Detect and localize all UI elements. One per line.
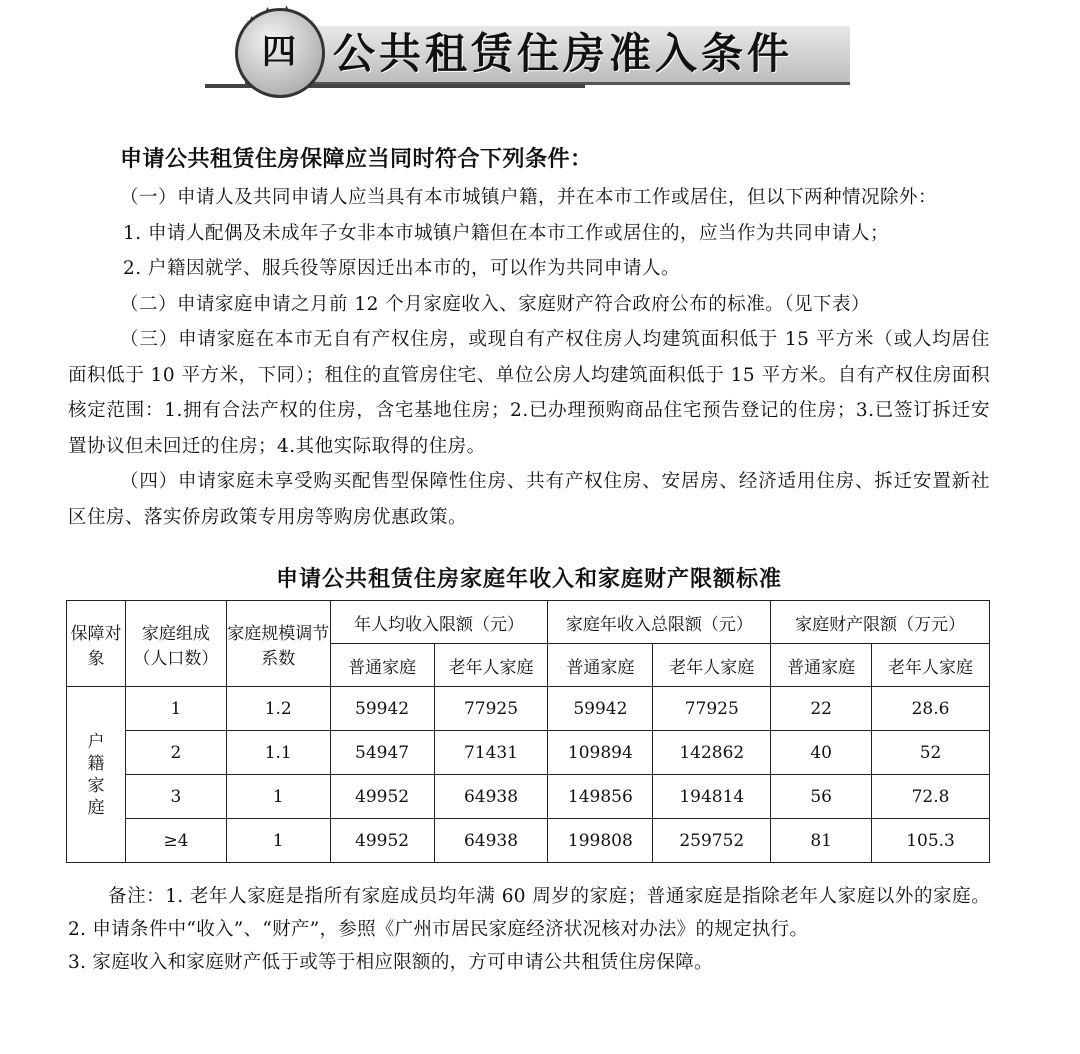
target-household-registration: 户籍家庭 [67, 687, 126, 863]
table-cell: 59942 [548, 687, 653, 731]
table-cell: 105.3 [872, 819, 990, 863]
table-row [67, 775, 990, 819]
header-normal-family: 普通家庭 [330, 644, 434, 687]
table-cell: 3 [125, 775, 226, 819]
header-normal-family: 普通家庭 [548, 644, 653, 687]
header-per-capita-income: 年人均收入限额（元） [330, 601, 548, 644]
section-title: 公共租赁住房准入条件 [333, 29, 794, 78]
table-cell: 1 [226, 819, 330, 863]
table-cell: 77925 [434, 687, 548, 731]
note-paragraph-2: 3. 家庭收入和家庭财产低于或等于相应限额的，方可申请公共租赁住房保障。 [68, 952, 713, 973]
table-cell: 109894 [548, 731, 653, 775]
table-row [67, 687, 990, 731]
table-cell: 72.8 [872, 775, 990, 819]
table-cell: 56 [771, 775, 872, 819]
table-cell: 142862 [653, 731, 771, 775]
condition-4: （四）申请家庭未享受购买配售型保障性住房、共有产权住房、安居房、经济适用住房、拆迁安置新社区住房、落实侨房政策专用房等购房优惠政策。 [68, 471, 990, 528]
header-target: 保障对象 [67, 601, 126, 687]
table-cell: 71431 [434, 731, 548, 775]
table-cell: 52 [872, 731, 990, 775]
table-cell: 1.1 [226, 731, 330, 775]
header-total-income: 家庭年收入总限额（元） [548, 601, 771, 644]
limits-table [66, 600, 990, 863]
table-cell: 49952 [330, 819, 434, 863]
conditions-lead: 申请公共租赁住房保障应当同时符合下列条件： [120, 147, 593, 172]
table-cell: ≥4 [125, 819, 226, 863]
header-elderly-family: 老年人家庭 [653, 644, 771, 687]
table-cell: 64938 [434, 819, 548, 863]
table-cell: 54947 [330, 731, 434, 775]
condition-3: （三）申请家庭在本市无自有产权住房，或现自有产权住房人均建筑面积低于 15 平方米（或人均居住面积低于 10 平方米，下同）；租住的直管房住宅、单位公房人均建筑面积低于 15 平方米。自有产权住房面积核定范围：1.拥有合法产权的住房，含宅基地住房；2.已办理预购商品住宅预告登记的住房；3.已签订拆迁安置协议但未回迁的住房；4.其他实际取得的住房。 [68, 329, 990, 457]
note-paragraph-1: 备注：1. 老年人家庭是指所有家庭成员均年满 60 周岁的家庭；普通家庭是指除老年人家庭以外的家庭。2. 申请条件中“收入”、“财产”，参照《广州市居民家庭经济状况核对办法》的规定执行。 [68, 886, 990, 940]
table-cell: 1.2 [226, 687, 330, 731]
condition-2: （二）申请家庭申请之月前 12 个月家庭收入、家庭财产符合政府公布的标准。（见下表） [120, 293, 871, 315]
header-elderly-family: 老年人家庭 [872, 644, 990, 687]
section-banner [205, 4, 855, 100]
header-assets: 家庭财产限额（万元） [771, 601, 990, 644]
condition-1-item-1: 1. 申请人配偶及未成年子女非本市城镇户籍但在本市工作或居住的，应当作为共同申请人； [123, 222, 890, 244]
table-cell: 194814 [653, 775, 771, 819]
table-cell: 81 [771, 819, 872, 863]
table-cell: 199808 [548, 819, 653, 863]
condition-1-item-2: 2. 户籍因就学、服兵役等原因迁出本市的，可以作为共同申请人。 [123, 258, 681, 279]
section-number: 四 [262, 32, 296, 72]
table-cell: 149856 [548, 775, 653, 819]
condition-1: （一）申请人及共同申请人应当具有本市城镇户籍，并在本市工作或居住，但以下两种情况除外： [120, 187, 938, 208]
table-cell: 1 [226, 775, 330, 819]
table-row [67, 819, 990, 863]
table-cell: 28.6 [872, 687, 990, 731]
table-row [67, 731, 990, 775]
table-cell: 49952 [330, 775, 434, 819]
notes [68, 880, 990, 979]
table-cell: 40 [771, 731, 872, 775]
table-cell: 64938 [434, 775, 548, 819]
conditions-text [68, 140, 990, 535]
header-coefficient: 家庭规模调节系数 [226, 601, 330, 687]
header-normal-family: 普通家庭 [771, 644, 872, 687]
table-cell: 59942 [330, 687, 434, 731]
table-cell: 2 [125, 731, 226, 775]
table-cell: 259752 [653, 819, 771, 863]
table-cell: 77925 [653, 687, 771, 731]
header-elderly-family: 老年人家庭 [434, 644, 548, 687]
table-title: 申请公共租赁住房家庭年收入和家庭财产限额标准 [275, 567, 782, 592]
header-family-size: 家庭组成（人口数） [125, 601, 226, 687]
table-cell: 1 [125, 687, 226, 731]
table-cell: 22 [771, 687, 872, 731]
